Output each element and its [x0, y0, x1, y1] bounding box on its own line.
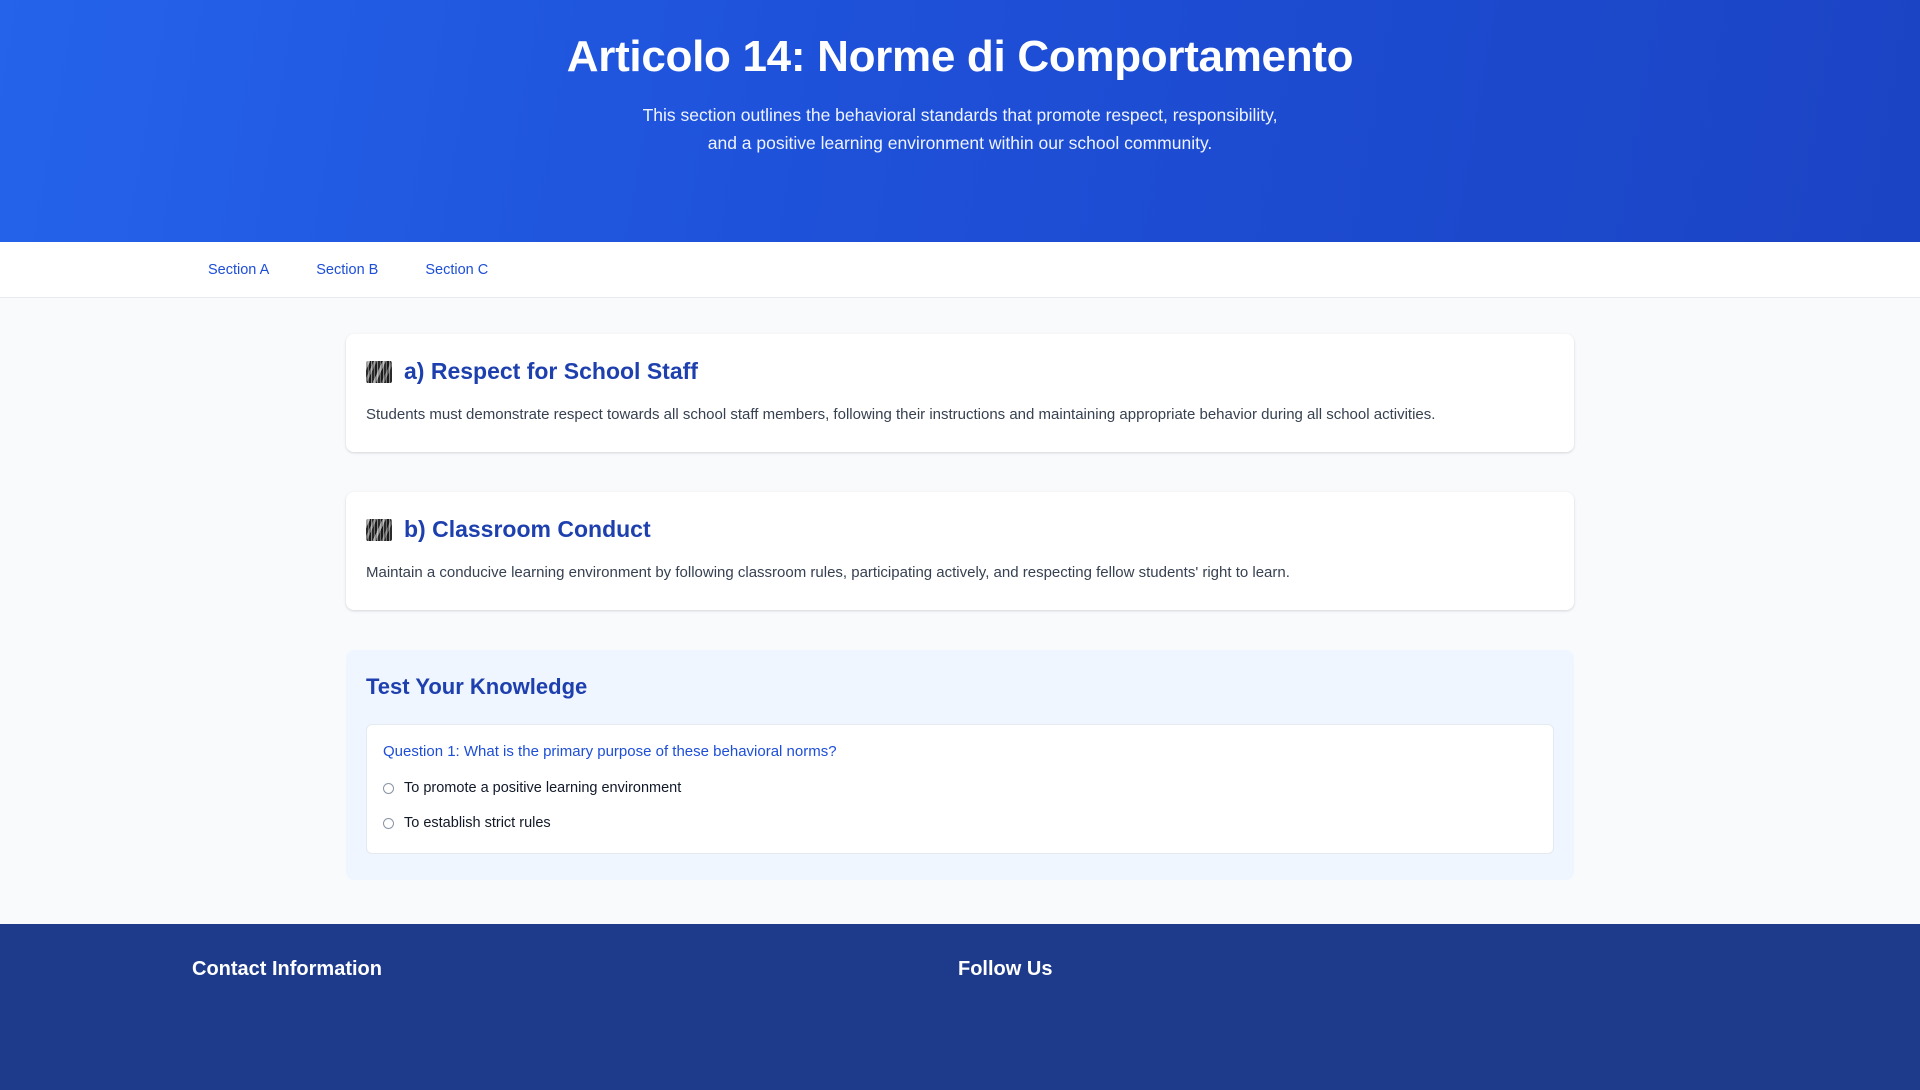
quiz-question-1-text: Question 1: What is the primary purpose of these behavioral norms?: [383, 743, 837, 761]
section-card-a-body: Students must demonstrate respect towards all school staff members, following their instructions and maintaining appropriate behavior during all school activities.: [366, 405, 1436, 423]
section-card-a-header: [366, 358, 1554, 386]
section-card-a-title: a) Respect for School Staff: [404, 358, 698, 384]
section-card-a: [346, 334, 1574, 452]
quiz-option-2[interactable]: [383, 815, 1537, 831]
nav-item-section-c[interactable]: Section C: [425, 261, 489, 278]
quiz-panel: [346, 650, 1574, 880]
radio-button-icon[interactable]: [383, 783, 394, 794]
quiz-title: Test Your Knowledge: [366, 674, 588, 700]
page-subtitle: This section outlines the behavioral standards that promote respect, responsibility, and a positive learning environment within our school community.: [642, 104, 1278, 153]
quiz-option-2-label: To establish strict rules: [404, 815, 551, 832]
section-navbar: [0, 242, 1920, 298]
footer-contact-heading: Contact Information: [192, 958, 382, 981]
footer-contact-column: [190, 958, 958, 995]
page-hero: [0, 0, 1920, 242]
photo-thumbnail-icon: [366, 519, 392, 541]
nav-item-section-b[interactable]: Section B: [316, 261, 379, 278]
page-footer: [0, 924, 1920, 1090]
quiz-option-1-label: To promote a positive learning environment: [404, 780, 682, 797]
section-card-b-header: [366, 516, 1554, 544]
photo-thumbnail-icon: [366, 361, 392, 383]
quiz-question-1: [366, 724, 1554, 854]
footer-follow-heading: Follow Us: [958, 958, 1053, 981]
nav-item-section-a[interactable]: Section A: [208, 261, 270, 278]
main-content: [0, 298, 1920, 924]
section-card-b-body: Maintain a conducive learning environment by following classroom rules, participating actively, and respecting fellow students' right to learn.: [366, 563, 1290, 581]
footer-social-column: [958, 958, 1458, 995]
section-card-b: [346, 492, 1574, 610]
radio-button-icon[interactable]: [383, 818, 394, 829]
footer-columns: [190, 958, 1730, 995]
section-card-b-title: b) Classroom Conduct: [404, 516, 651, 543]
quiz-option-1[interactable]: [383, 780, 1537, 796]
content-container: [346, 334, 1574, 880]
page-title: Articolo 14: Norme di Comportamento: [566, 32, 1354, 81]
